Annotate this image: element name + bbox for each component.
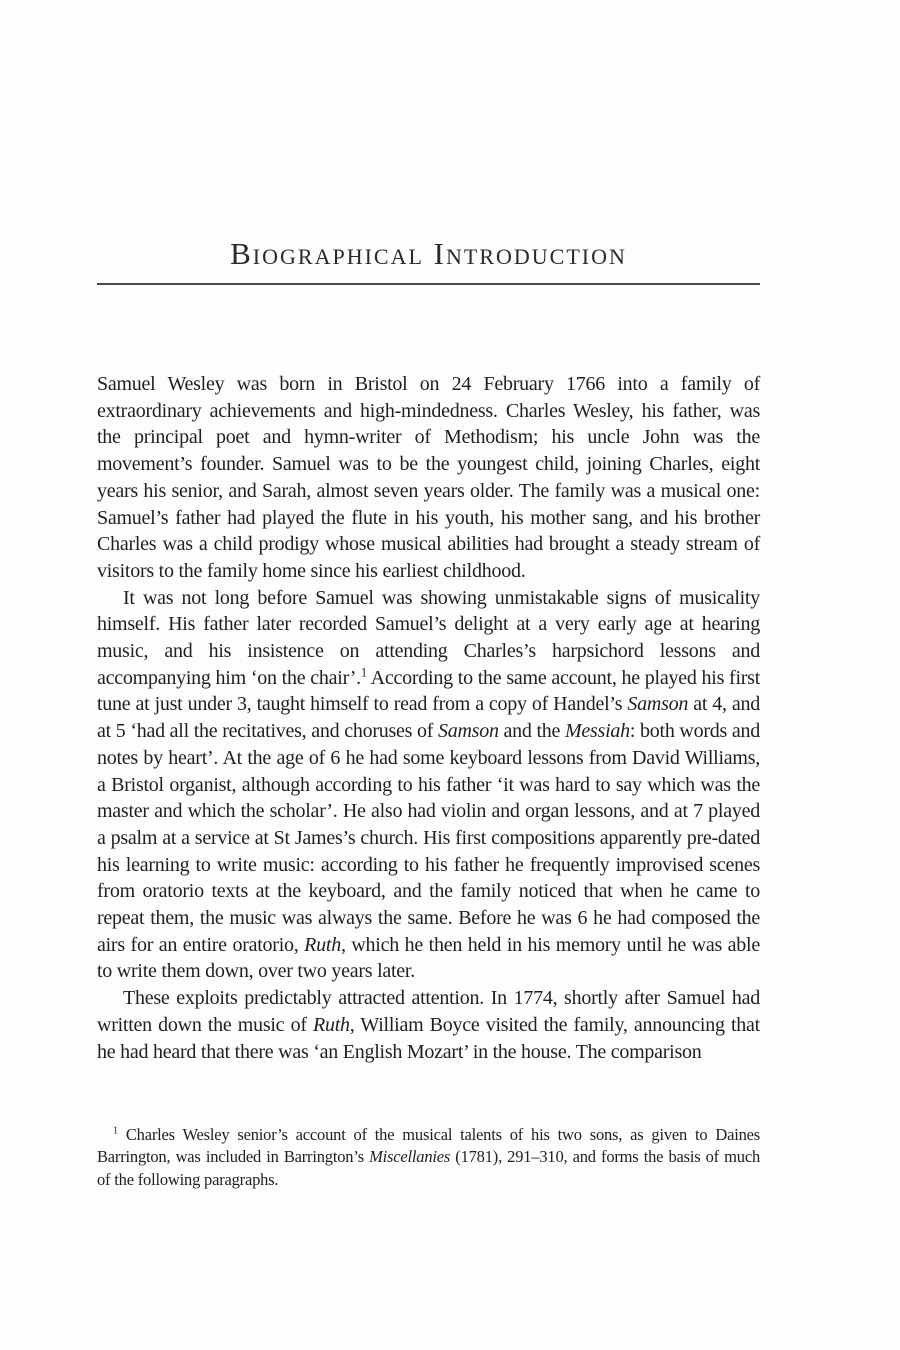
text-run: According to the same account, he played his first tune at just under 3, taught himself to read from a copy of Handel’s — [97, 666, 761, 716]
paragraph-1 — [97, 371, 760, 585]
paragraph-3 — [97, 985, 760, 1065]
italic-title-text: Samson — [437, 720, 499, 743]
text-run: and the — [498, 720, 565, 743]
text-run: These exploits predictably attracted attention. In 1774, shortly after Samuel had written down the music of — [97, 987, 760, 1036]
italic-title-text: Samson — [627, 693, 689, 716]
footnote-area — [97, 1124, 760, 1191]
text-run: (1781), 291–310, and forms the basis of much of the following paragraphs. — [97, 1147, 760, 1189]
italic-title-text: Ruth — [312, 1013, 350, 1036]
italic-title-text: Miscellanies — [369, 1147, 451, 1167]
paragraph-2 — [97, 585, 760, 986]
text-run: It was not long before Samuel was showing unmistakable signs of musicality himself. His father later recorded Samuel’s delight at a very early age at hearing music, and his insistence on attending Charles’s harpsichord lessons and accompanying him ‘on the chair’. — [97, 586, 760, 689]
footnote-reference: 1 — [360, 665, 367, 680]
italic-title-text: Ruth — [304, 933, 341, 956]
text-run: , William Boyce visited the family, announcing that he had heard that there was ‘an English Mozart’ in the house. The comparison — [97, 1013, 760, 1063]
title-rule — [97, 283, 760, 285]
text-run: at 4, and at 5 ‘had all the recitatives, and choruses of — [97, 693, 761, 743]
footnote-reference: 1 — [113, 1125, 118, 1137]
text-run: Charles Wesley senior’s account of the musical talents of his two sons, as given to Daines Barrington, was included in Barrington’s — [97, 1125, 760, 1167]
chapter-title: Biographical Introduction — [230, 236, 627, 271]
body-text — [97, 371, 760, 1065]
italic-title-text: Messiah — [564, 720, 630, 743]
text-run: , which he then held in his memory until he was able to write them down, over two years later. — [97, 933, 760, 983]
footnote-text — [97, 1124, 760, 1191]
text-run: Samuel Wesley was born in Bristol on 24 February 1766 into a family of extraordinary achievements and high-mindedness. Charles Wesley, his father, was the principal poet and hymn-writer of Methodism; his uncle John was the movement’s founder. Samuel was to be the youngest child, joining Charles, eight years his senior, and Sarah, almost seven years older. The family was a musical one: Samuel’s father had played the flute in his youth, his mother sang, and his brother Charles was a child prodigy whose musical abilities had brought a steady stream of visitors to the family home since his earliest childhood. — [97, 373, 760, 582]
chapter-content — [97, 238, 760, 1065]
text-run: : both words and notes by heart’. At the age of 6 he had some keyboard lessons from David Williams, a Bristol organist, although according to his father ‘it was hard to say which was the master and which the scholar’. He also had violin and organ lessons, and at 7 played a psalm at a service at St James’s church. His first compositions apparently pre-dated his learning to write music: according to his father he frequently improvised scenes from oratorio texts at the keyboard, and the family noticed that when he came to repeat them, the music was always the same. Before he was 6 he had composed the airs for an entire oratorio, — [97, 720, 760, 956]
